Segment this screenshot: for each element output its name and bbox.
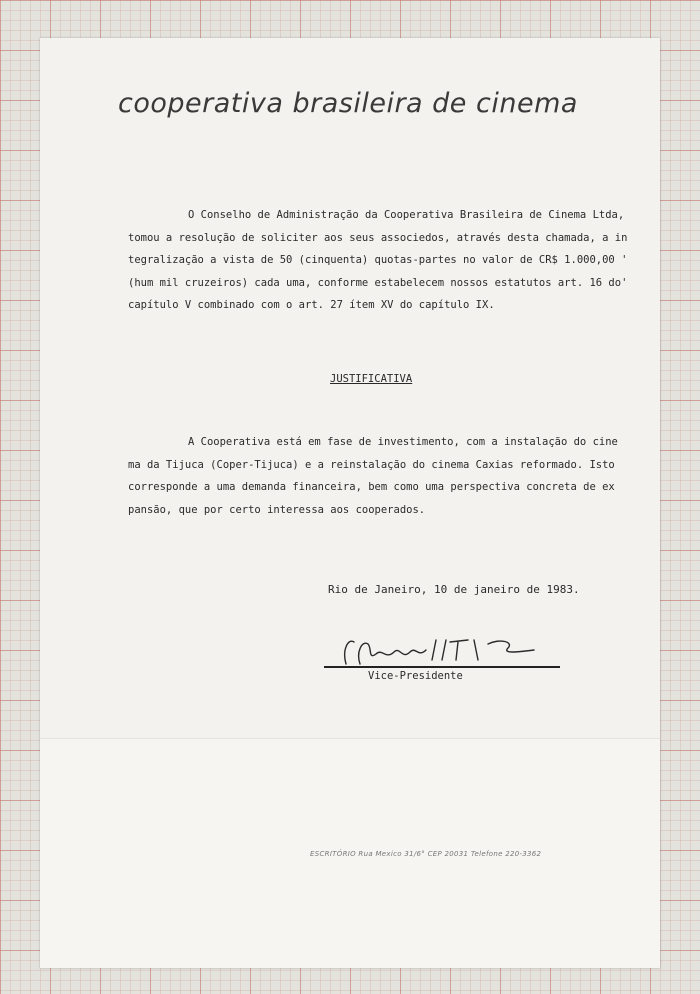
resolution-line: O Conselho de Administração da Cooperativa Brasileira de Cinema Ltda, [188, 209, 625, 221]
resolution-line: tomou a resolução de soliciter aos seus associedos, através desta chamada, a in [128, 231, 628, 244]
signature-line [324, 666, 560, 668]
letterhead-title: cooperativa brasileira de cinema [118, 88, 578, 119]
justification-paragraph [128, 431, 628, 521]
dateline: Rio de Janeiro, 10 de janeiro de 1983. [328, 583, 580, 596]
resolution-line: tegralização a vista de 50 (cinquenta) quotas-partes no valor de CR$ 1.000,00 ' [128, 254, 628, 266]
handwritten-signature [338, 630, 538, 670]
letter-sheet [40, 38, 660, 968]
justification-line: corresponde a uma demanda financeira, bem como uma perspectiva concreta de ex [128, 481, 615, 493]
justification-line: ma da Tijuca (Coper-Tijuca) e a reinstalação do cinema Caxias reformado. Isto [128, 458, 615, 471]
justification-line: A Cooperativa está em fase de investimento, com a instalação do cine [188, 436, 618, 448]
justification-heading: JUSTIFICATIVA [330, 373, 413, 385]
resolution-paragraph [128, 204, 628, 317]
signatory-title: Vice-Presidente [368, 670, 463, 682]
resolution-line: capítulo V combinado com o art. 27 ítem XV do capítulo IX. [128, 299, 495, 311]
office-address-footer: ESCRITÓRIO Rua Mexico 31/6° CEP 20031 Telefone 220-3362 [310, 850, 542, 858]
justification-line: pansão, que por certo interessa aos cooperados. [128, 503, 426, 516]
resolution-line: (hum mil cruzeiros) cada uma, conforme estabelecem nossos estatutos art. 16 do' [128, 276, 628, 289]
